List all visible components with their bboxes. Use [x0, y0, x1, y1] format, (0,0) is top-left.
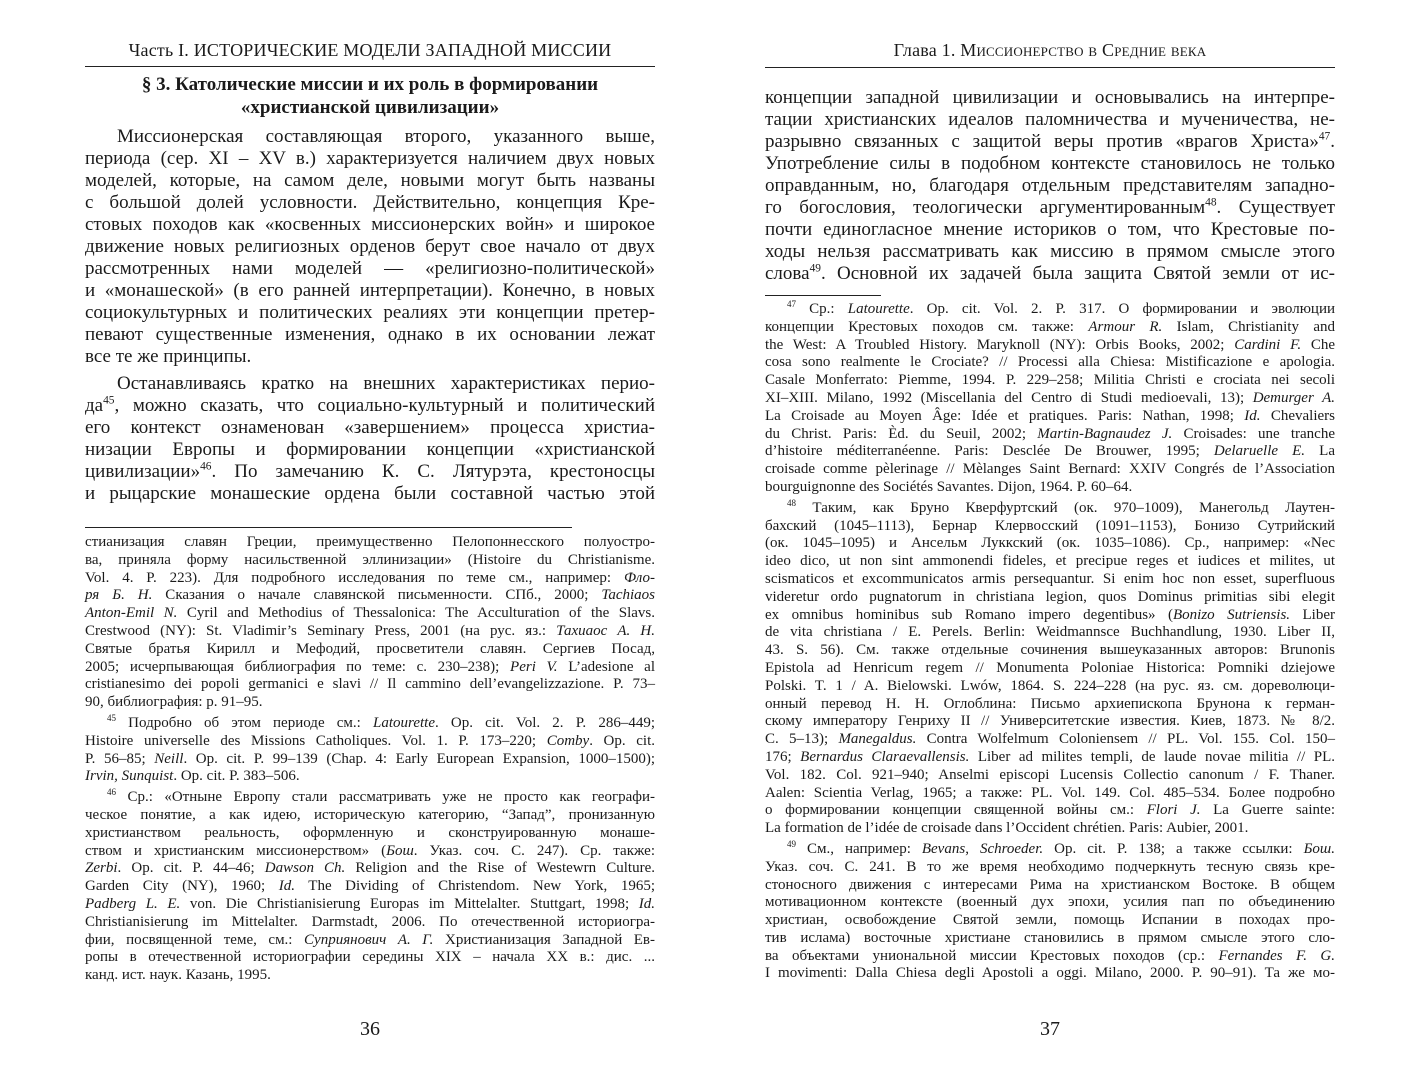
- text-run: P. 56–85;: [85, 750, 155, 767]
- text-run: I movimenti: Dalla Chiesa degli Apostoli a oggi. Milano, 2000. P. 90–91). Та же мо-: [765, 965, 1335, 982]
- footnote: [85, 534, 655, 712]
- text-line: [765, 263, 1335, 285]
- text-run: Подробно об этом периоде см.:: [116, 714, 374, 731]
- paragraph: [85, 373, 655, 505]
- text-line: [765, 785, 1335, 803]
- text-line: [85, 552, 655, 570]
- text-run: Употребление силы в подобном контексте становилось не только: [765, 153, 1335, 174]
- text-line: [85, 587, 655, 605]
- text-run: разрывно связанных с защитой веры против «врагов Христа»: [765, 131, 1319, 152]
- text-line: [85, 417, 655, 439]
- text-run: и рыцарские монашеские ордена были составной частью этой: [85, 483, 655, 504]
- text-line: [765, 894, 1335, 912]
- text-run: 176;: [765, 748, 801, 765]
- text-line: [765, 589, 1335, 607]
- text-line: [85, 768, 655, 786]
- italic-citation: Bevans: [921, 840, 966, 857]
- text-run: croisade comme pèlerinage // Mèlanges Saint Bernard: XXIV Congrés de l’Association: [765, 461, 1335, 478]
- text-run: . Основной их задачей была защита Святой земли от ис-: [820, 263, 1335, 284]
- header-rule: [765, 67, 1335, 68]
- text-line: [85, 373, 655, 395]
- text-run: . Указ. соч. С. 247). Ср. также:: [413, 842, 655, 859]
- text-run: cristianesimo dei popoli germanici e slavi // Il cammino dell’evangelizzazione. P. 73–: [85, 676, 655, 693]
- italic-citation: Бош: [386, 842, 414, 859]
- text-line: [765, 241, 1335, 263]
- footnote: [85, 789, 655, 985]
- text-run: См., например:: [796, 840, 922, 857]
- text-line: [765, 877, 1335, 895]
- text-line: [765, 219, 1335, 241]
- text-run: Islam, Christianity and: [1162, 318, 1335, 335]
- text-run: да: [85, 395, 104, 416]
- text-run: Op. cit. P. 138; а также ссылки:: [1043, 840, 1304, 857]
- text-line: [765, 624, 1335, 642]
- text-run: ideo dico, ut non sint ammonendi fideles, et precipue reges et iudices et milites, ut: [765, 553, 1335, 570]
- text-run: периода (сер. XI – XV в.) характеризуется наличием двух новых: [85, 148, 655, 169]
- italic-citation: Фло-: [623, 569, 655, 586]
- text-run: bourguignonne des Sociétés Savantes. Dijon, 1964. P. 60–64.: [765, 478, 1133, 495]
- running-head-title: Миссионерство в Средние века: [960, 40, 1207, 60]
- text-line: [85, 170, 655, 192]
- italic-citation: ря Б. Н.: [85, 587, 153, 604]
- text-run: Garden City (NY), 1960;: [85, 878, 279, 895]
- text-line: [765, 642, 1335, 660]
- text-run: cosa sono realmente le Crociate? // Processi alla Chiesa: Mistificazione e apologia.: [765, 354, 1335, 371]
- text-line: [765, 607, 1335, 625]
- text-line: [765, 696, 1335, 714]
- text-run: фии, посвященной теме, см.:: [85, 931, 305, 948]
- text-run: Liber: [1290, 606, 1336, 623]
- italic-citation: Bernardus Claraevallensis.: [800, 748, 970, 765]
- text-run: Таким, как Бруно Кверфуртский (ок. 970–1009), Манегольд Лаутен-: [796, 499, 1335, 516]
- italic-citation: Flori J.: [1146, 802, 1201, 819]
- text-run: певают существенные изменения, однако в их основании лежат: [85, 324, 655, 345]
- text-run: ва, приняла форму насильственной эллинизации» (Histoire du Christianisme.: [85, 551, 655, 568]
- text-line: [765, 767, 1335, 785]
- left-page: [85, 0, 655, 1080]
- text-run: низации Европы и формировании концепции «христианской: [85, 439, 655, 460]
- page-number: 36: [360, 1018, 380, 1040]
- text-run: . Op. cit. P. 383–506.: [173, 768, 300, 785]
- text-line: [85, 712, 656, 733]
- text-line: [765, 301, 1335, 319]
- italic-citation: Martin-Bagnaudez J.: [1037, 425, 1173, 442]
- italic-citation: Суприянович А. Г.: [304, 931, 434, 948]
- running-head-title: ИСТОРИЧЕСКИЕ МОДЕЛИ ЗАПАДНОЙ МИССИИ: [193, 40, 612, 60]
- text-line: [765, 660, 1335, 678]
- italic-citation: Тахиаос А. Н.: [556, 622, 655, 639]
- italic-citation: Dawson Ch.: [264, 860, 346, 877]
- text-run: Contra Wolfelmum Coloniensem // PL. Vol. 155. Col. 150–: [916, 731, 1335, 748]
- text-run: . Существует: [1216, 197, 1335, 218]
- section-title-line: «христианской цивилизации»: [240, 97, 500, 118]
- text-run: L’adesione al: [557, 658, 655, 675]
- text-run: с большой долей условности. Действительно, концепция Кре-: [85, 192, 655, 213]
- running-head: [85, 40, 655, 61]
- text-line: [765, 802, 1335, 820]
- text-run: движение новых религиозных орденов берут свое начало от двух: [85, 236, 655, 257]
- text-run: Polski. T. 1 / A. Bielowski. Lwów, 1864. S. 224–228 (на рус. яз. см. дореволюци-: [765, 677, 1335, 694]
- text-run: . Op. cit. Vol. 2. P. 286–449;: [434, 714, 656, 731]
- text-line: [85, 949, 655, 967]
- italic-citation: Latourette: [373, 714, 435, 731]
- text-line: [85, 346, 655, 368]
- text-line: [85, 126, 655, 148]
- text-run: скому императору Генриху II // Университетские известия. Киев, 1873. № 8/2.: [765, 713, 1335, 730]
- text-run: , можно сказать, что социально-культурный и политический: [114, 395, 655, 416]
- text-run: . Op. cit. P. 99–139 (Chap. 4: Early European Expansion, 1000–1500);: [183, 750, 655, 767]
- text-line: [765, 408, 1335, 426]
- text-line: [85, 641, 655, 659]
- italic-citation: Fernandes F. G.: [1218, 947, 1336, 964]
- text-line: [765, 930, 1335, 948]
- italic-citation: Id.: [1244, 407, 1261, 424]
- text-run: La: [1305, 443, 1335, 460]
- text-run: бахский (1045–1113), Бернар Клервосский (1091–1153), Бонизо Сутрийский: [765, 517, 1335, 534]
- text-line: [85, 302, 655, 324]
- text-line: [85, 967, 655, 985]
- footnote-separator: [85, 527, 572, 528]
- italic-citation: Irvin, Sunquist: [85, 768, 174, 785]
- text-run: тации христианских идеалов паломничества и мученичества, не-: [765, 109, 1335, 130]
- italic-citation: Manegaldus.: [838, 731, 917, 748]
- text-run: . Op. cit. P. 44–46;: [117, 860, 265, 877]
- italic-citation: Cardini F.: [1234, 336, 1302, 353]
- text-run: концепции западной цивилизации и основывались на интерпре-: [765, 87, 1335, 108]
- text-run: Che: [1301, 336, 1335, 353]
- footnote-marker: 49: [787, 838, 796, 849]
- italic-citation: Latourette: [847, 301, 910, 317]
- text-line: [765, 131, 1335, 153]
- text-run: Chevaliers: [1260, 407, 1335, 424]
- italic-citation: Comby: [546, 732, 590, 749]
- text-run: оправданным, но, благодаря отдельным представителям западно-: [765, 175, 1335, 196]
- text-run: . По замечанию К. С. Лятурэта, крестоносцы: [211, 461, 655, 482]
- text-run: 43. S. 56). См. также отдельные сочинения вышеуказанных авторов: Brunonis: [765, 642, 1335, 659]
- text-run: d’histoire méditerranéenne. Paris: Desclée De Brouwer, 1995;: [765, 443, 1214, 460]
- italic-citation: Armour R.: [1088, 318, 1163, 335]
- text-run: .: [1330, 131, 1335, 152]
- text-line: [765, 518, 1335, 536]
- text-run: Crestwood (NY): St. Vladimir’s Seminary Press, 2001 (на рус. яз.:: [85, 622, 557, 639]
- text-line: [765, 175, 1335, 197]
- body-text: [85, 126, 655, 510]
- body-text: [765, 87, 1335, 290]
- text-line: [85, 860, 655, 878]
- text-run: La Croisade au Moyen Âge: Idée et pratiques. Paris: Nathan, 1998;: [765, 407, 1245, 424]
- footnote-marker: 47: [1318, 130, 1331, 143]
- text-run: ходы нельзя рассматривать как миссию в прямом смысле этого: [765, 241, 1335, 262]
- text-run: ческое понятие, а как идею, историческую категорию, “Запад”, пронизанную: [85, 806, 655, 823]
- text-line: [85, 807, 655, 825]
- text-run: Vol. 182. Col. 921–940; Anselmi episcopi Lucensis Collectio canonum / F. Thaner.: [765, 766, 1335, 783]
- text-run: XI–XIII. Milano, 1992 (Miscellania del Centro di Studi medioevali, 13);: [765, 389, 1253, 406]
- italic-citation: Id.: [278, 878, 296, 895]
- text-line: [85, 843, 655, 861]
- text-line: [85, 825, 655, 843]
- text-run: Святые братья Кирилл и Мефодий, просветители славян. Сергиев Посад,: [85, 640, 655, 657]
- text-line: [85, 751, 655, 769]
- footnote-marker: 48: [1205, 196, 1217, 209]
- text-line: [765, 859, 1335, 877]
- text-line: [85, 534, 655, 552]
- text-line: [765, 426, 1335, 444]
- text-run: Ср.:: [796, 301, 848, 317]
- text-line: [85, 605, 655, 623]
- text-line: [765, 337, 1335, 355]
- text-run: Religion and the Rise of Westewrn Culture.: [345, 860, 655, 877]
- text-line: [765, 479, 1335, 497]
- text-line: [85, 896, 655, 914]
- running-head: [765, 40, 1335, 61]
- text-line: [85, 324, 655, 346]
- text-run: слова: [765, 263, 810, 284]
- footnote-marker: 49: [809, 262, 821, 275]
- text-line: [85, 395, 655, 417]
- text-run: почти единогласное мнение историков о том, что Крестовые по-: [765, 219, 1335, 240]
- text-run: стовых походов как «косвенных миссионерских войн» и широкое: [85, 214, 655, 235]
- text-run: Указ. соч. С. 241. В то же время необходимо подчеркнуть тесную связь кре-: [765, 858, 1335, 875]
- text-run: стианизация славян Греции, преимущественно Пелопоннесского полуостро-: [85, 534, 655, 550]
- text-run: социокультурных и политических реалиях эти концепции претер-: [85, 302, 655, 323]
- text-run: Liber ad milites templi, de laude novae militia // PL.: [969, 748, 1336, 765]
- text-line: [85, 483, 655, 505]
- text-run: моделей, которые, на самом деле, новыми могут быть названы: [85, 170, 655, 191]
- text-run: La formation de l’idée de croisade dans l’Occident chrétien. Paris: Aubier, 2001.: [765, 820, 1249, 837]
- running-head-chapter: Глава 1.: [893, 40, 956, 60]
- text-run: du Christ. Paris: Èd. du Seuil, 2002;: [765, 425, 1038, 442]
- text-line: [85, 236, 655, 258]
- text-run: von. Die Christianisierung Europas im Mittelalter. Stuttgart, 1998;: [180, 895, 639, 912]
- italic-citation: Neill: [154, 750, 184, 767]
- right-page: [765, 0, 1335, 1080]
- text-line: [85, 439, 655, 461]
- text-line: [85, 214, 655, 236]
- text-line: [765, 497, 1335, 518]
- text-run: концепции Крестовых походов см. также:: [765, 318, 1089, 335]
- text-run: Останавливаясь кратко на внешних характеристиках перио-: [117, 373, 655, 394]
- footnotes: [765, 301, 1335, 986]
- text-run: The Dividing of Christendom. New York, 1965;: [295, 878, 656, 895]
- italic-citation: Peri V.: [510, 658, 558, 675]
- text-run: the West: A Troubled History. Maryknoll (NY): Orbis Books, 2002;: [765, 336, 1235, 353]
- text-run: канд. ист. наук. Казань, 1995.: [85, 967, 271, 984]
- text-line: [765, 749, 1335, 767]
- text-line: [85, 659, 655, 677]
- text-line: [85, 461, 655, 483]
- footnote-marker: 45: [103, 394, 115, 407]
- text-run: все те же принципы.: [85, 346, 252, 367]
- text-run: ством и христианским миссионерством» (: [85, 842, 387, 859]
- text-run: . Op. cit. Vol. 2. P. 317. О формировании и эволюции: [909, 301, 1335, 317]
- text-line: [765, 354, 1335, 372]
- italic-citation: Zerbi: [85, 860, 118, 877]
- text-run: Ср.: «Отныне Европу стали рассматривать уже не просто как географи-: [116, 789, 655, 806]
- footnote: [85, 712, 656, 786]
- text-run: го богословия, теологически аргументированным: [765, 197, 1206, 218]
- italic-citation: Anton-Emil N.: [85, 605, 178, 622]
- italic-citation: Demurger A.: [1252, 389, 1335, 406]
- section-title: [85, 73, 655, 119]
- text-line: [765, 319, 1335, 337]
- text-run: Aalen: Scientia Verlag, 1965; а также: PL. Vol. 149. Col. 485–534. Более подробно: [765, 784, 1335, 801]
- text-run: Christianisierung im Mittelalter. Darmstadt, 2006. По отечественной историогра-: [85, 913, 655, 930]
- text-run: 90, библиография: p. 91–95.: [85, 694, 263, 711]
- text-run: тив ислама) восточные христиане становились в прямом смысле этого сло-: [765, 929, 1335, 946]
- italic-citation: Delaruelle E.: [1213, 443, 1306, 460]
- text-line: [85, 914, 655, 932]
- paragraph: [765, 87, 1335, 285]
- header-rule: [85, 66, 655, 67]
- text-line: [765, 713, 1335, 731]
- text-line: [765, 731, 1335, 749]
- footnote-marker: 48: [787, 497, 796, 508]
- text-run: videretur ordo pugnatorum in christiana legion, quos Dominus primitias sibi elegit: [765, 588, 1335, 605]
- footnote-marker: 45: [107, 712, 116, 723]
- text-line: [765, 443, 1335, 461]
- text-run: и «монашеской» (в его ранней интерпретации). Конечно, в новых: [85, 280, 655, 301]
- text-run: Сказания о начале славянской письменности. СПб., 2000;: [152, 587, 602, 604]
- footnote-separator: [765, 295, 881, 296]
- text-line: [765, 912, 1335, 930]
- text-run: Cyril and Methodius of Thessalonica: The Acculturation of the Slavs.: [177, 605, 656, 622]
- text-line: [765, 948, 1335, 966]
- text-line: [85, 192, 655, 214]
- text-line: [85, 733, 655, 751]
- italic-citation: Bonizo Sutriensis.: [1173, 606, 1291, 623]
- text-line: [765, 461, 1335, 479]
- text-run: 2005; исчерпывающая библиография по теме: с. 230–238);: [85, 658, 511, 675]
- footnote-marker: 46: [107, 787, 116, 798]
- text-run: de vita christiana / E. Perels. Berlin: Weidmannsce Buchhandlung, 1930. Liber II,: [765, 624, 1335, 641]
- text-line: [765, 678, 1335, 696]
- italic-citation: Padberg L. E.: [85, 895, 181, 912]
- text-line: [765, 372, 1335, 390]
- text-line: [85, 676, 655, 694]
- text-run: Epistola ad Henricum regem // Monumenta Poloniae Historica: Pomniki dziejowe: [765, 659, 1335, 676]
- text-run: о формировании концепции священной войны см.:: [765, 802, 1147, 819]
- text-run: ва объектами униональной миссии Крестовых походов (ср.:: [765, 947, 1219, 964]
- italic-citation: Schroeder.: [979, 840, 1044, 857]
- text-line: [85, 148, 655, 170]
- text-run: С. 5–13);: [765, 731, 839, 748]
- text-line: [765, 571, 1335, 589]
- text-line: [765, 535, 1335, 553]
- text-line: [85, 694, 655, 712]
- text-line: [85, 932, 655, 950]
- section-title-line: § 3. Католические миссии и их роль в формировании: [141, 74, 599, 95]
- text-run: ропы в отечественной историографии середины XIX – начала XX в.: дис. ...: [85, 949, 655, 966]
- text-run: ,: [965, 840, 980, 857]
- text-run: ex omnibus hominibus sub Romano impero degentibus» (: [765, 606, 1174, 623]
- text-run: La Guerre sainte:: [1200, 802, 1335, 819]
- text-run: христианством реальность, оформленную и сконструированную монаше-: [85, 824, 655, 841]
- text-run: цивилизации»: [85, 461, 201, 482]
- text-line: [765, 838, 1335, 859]
- footnote: [765, 838, 1336, 983]
- text-run: христиан, освобождение Святой земли, помощь Испании в походах про-: [765, 912, 1335, 929]
- text-run: стоносного движения с интересами Рима на христианском Востоке. В общем: [765, 876, 1335, 893]
- paragraph: [85, 126, 655, 368]
- text-run: Христианизация Западной Ев-: [433, 931, 656, 948]
- italic-citation: Tachiaos: [601, 587, 655, 604]
- footnote-marker: 46: [200, 460, 212, 473]
- text-line: [85, 789, 655, 807]
- text-line: [85, 570, 655, 588]
- text-line: [765, 87, 1335, 109]
- text-line: [765, 553, 1335, 571]
- footnote-marker: 47: [787, 299, 796, 309]
- text-run: . Op. cit.: [589, 732, 655, 749]
- text-line: [765, 820, 1335, 838]
- running-head-part: Часть I.: [128, 40, 190, 60]
- text-line: [765, 109, 1335, 131]
- page-number: 37: [1040, 1018, 1060, 1040]
- text-run: Миссионерская составляющая второго, указанного выше,: [117, 126, 655, 147]
- footnote: [765, 301, 1335, 497]
- text-run: Histoire universelle des Missions Catholiques. Vol. 1. P. 173–220;: [85, 732, 547, 749]
- footnote: [765, 497, 1336, 838]
- text-line: [85, 623, 655, 641]
- text-run: онный перевод Н. Н. Оглоблина: Письмо архиепископа Брунона к герман-: [765, 695, 1335, 712]
- text-line: [85, 280, 655, 302]
- text-run: Casale Monferrato: Piemme, 1994. P. 229–258; Militia Christi e crociata nei secoli: [765, 372, 1335, 389]
- text-line: [765, 153, 1335, 175]
- italic-citation: Бош.: [1303, 840, 1335, 857]
- text-line: [765, 390, 1335, 408]
- text-line: [85, 878, 655, 896]
- text-line: [765, 965, 1335, 983]
- text-run: Croisades: une tranche: [1172, 425, 1336, 442]
- text-run: (ок. 1045–1095) и Ансельм Луккский (ок. 1035–1086). Ср., например: «Nec: [765, 535, 1335, 552]
- italic-citation: Id.: [638, 895, 655, 912]
- footnotes: [85, 534, 655, 988]
- text-line: [85, 258, 655, 280]
- text-run: scismaticos et excommunicatos armis persequantur. Si enim hoc non esset, superfluous: [765, 570, 1335, 587]
- text-run: мотивационном контексте (военный дух эпохи, усилия пап по объединению: [765, 894, 1335, 911]
- text-run: его контекст ознаменован «завершением» процесса христиа-: [85, 417, 655, 438]
- text-run: Vol. 4. P. 223). Для подробного исследования по теме см., например:: [85, 569, 624, 586]
- text-line: [765, 197, 1335, 219]
- text-run: рассмотренных нами моделей — «религиозно-политической»: [85, 258, 655, 279]
